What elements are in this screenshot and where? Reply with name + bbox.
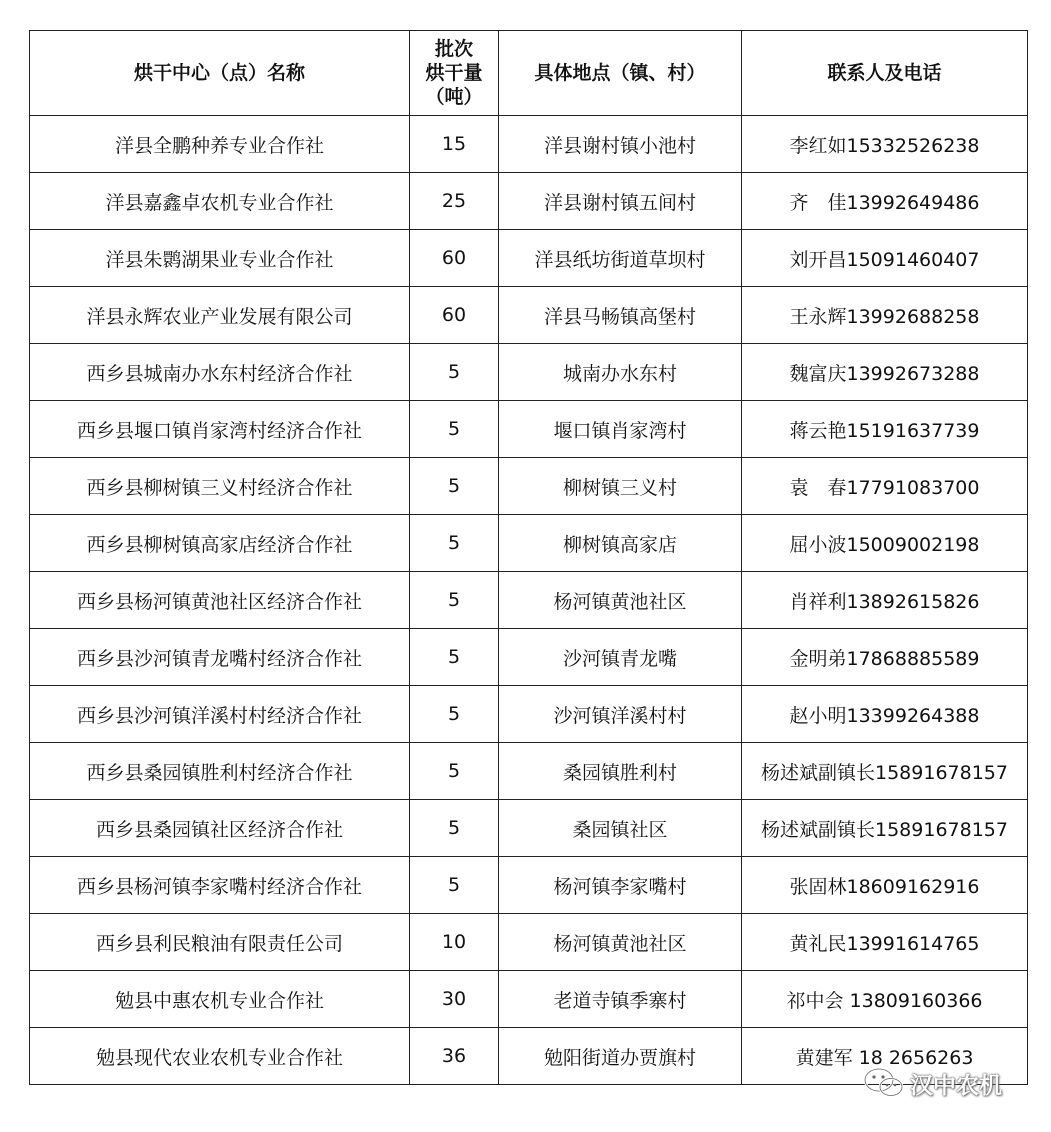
cell-name: 西乡县杨河镇黄池社区经济合作社 — [30, 572, 410, 629]
table-row — [30, 857, 1028, 914]
cell-capacity: 5 — [410, 800, 499, 857]
table-row — [30, 743, 1028, 800]
header-name: 烘干中心（点）名称 — [30, 31, 410, 116]
cell-location: 洋县马畅镇高堡村 — [499, 287, 742, 344]
cell-name: 洋县嘉鑫卓农机专业合作社 — [30, 173, 410, 230]
cell-capacity: 25 — [410, 173, 499, 230]
cell-capacity: 5 — [410, 572, 499, 629]
cell-name: 西乡县桑园镇社区经济合作社 — [30, 800, 410, 857]
drying-center-table — [29, 30, 1028, 1085]
cell-location: 老道寺镇季寨村 — [499, 971, 742, 1028]
cell-name: 西乡县利民粮油有限责任公司 — [30, 914, 410, 971]
cell-contact: 王永辉13992688258 — [742, 287, 1028, 344]
cell-contact: 刘开昌15091460407 — [742, 230, 1028, 287]
watermark — [862, 1063, 1002, 1103]
cell-location: 洋县谢村镇五间村 — [499, 173, 742, 230]
cell-name: 洋县永辉农业产业发展有限公司 — [30, 287, 410, 344]
cell-capacity: 5 — [410, 629, 499, 686]
cell-location: 沙河镇青龙嘴 — [499, 629, 742, 686]
cell-name: 西乡县城南办水东村经济合作社 — [30, 344, 410, 401]
cell-contact: 杨述斌副镇长15891678157 — [742, 743, 1028, 800]
header-location: 具体地点（镇、村） — [499, 31, 742, 116]
cell-location: 城南办水东村 — [499, 344, 742, 401]
table-row — [30, 515, 1028, 572]
cell-capacity: 30 — [410, 971, 499, 1028]
cell-name: 勉县中惠农机专业合作社 — [30, 971, 410, 1028]
cell-location: 杨河镇李家嘴村 — [499, 857, 742, 914]
cell-contact: 黄建军 18 2656263 — [742, 1028, 1028, 1085]
header-capacity-line: 烘干量 — [425, 62, 483, 84]
cell-contact: 张固林18609162916 — [742, 857, 1028, 914]
cell-capacity: 10 — [410, 914, 499, 971]
cell-contact: 肖祥利13892615826 — [742, 572, 1028, 629]
cell-location: 洋县纸坊街道草坝村 — [499, 230, 742, 287]
header-capacity-line: （吨） — [425, 86, 483, 108]
watermark-text: 汉中农机 — [910, 1072, 1002, 1099]
table-row — [30, 116, 1028, 173]
cell-name: 洋县朱鹮湖果业专业合作社 — [30, 230, 410, 287]
table-row — [30, 629, 1028, 686]
cell-location: 柳树镇三义村 — [499, 458, 742, 515]
cell-capacity: 5 — [410, 857, 499, 914]
cell-location: 沙河镇洋溪村村 — [499, 686, 742, 743]
cell-name: 西乡县沙河镇洋溪村村经济合作社 — [30, 686, 410, 743]
cell-contact: 杨述斌副镇长15891678157 — [742, 800, 1028, 857]
table-row — [30, 971, 1028, 1028]
table-row — [30, 914, 1028, 971]
cell-name: 西乡县柳树镇三义村经济合作社 — [30, 458, 410, 515]
table-row — [30, 800, 1028, 857]
cell-contact: 齐 佳13992649486 — [742, 173, 1028, 230]
cell-location: 洋县谢村镇小池村 — [499, 116, 742, 173]
cell-capacity: 5 — [410, 743, 499, 800]
cell-location: 勉阳街道办贾旗村 — [499, 1028, 742, 1085]
cell-capacity: 60 — [410, 230, 499, 287]
cell-capacity: 5 — [410, 344, 499, 401]
cell-capacity: 60 — [410, 287, 499, 344]
table-row — [30, 458, 1028, 515]
cell-name: 勉县现代农业农机专业合作社 — [30, 1028, 410, 1085]
cell-location: 桑园镇胜利村 — [499, 743, 742, 800]
cell-capacity: 5 — [410, 458, 499, 515]
cell-contact: 赵小明13399264388 — [742, 686, 1028, 743]
table-row — [30, 173, 1028, 230]
cell-name: 西乡县堰口镇肖家湾村经济合作社 — [30, 401, 410, 458]
cell-location: 杨河镇黄池社区 — [499, 572, 742, 629]
cell-contact: 屈小波15009002198 — [742, 515, 1028, 572]
cell-contact: 黄礼民13991614765 — [742, 914, 1028, 971]
cell-location: 堰口镇肖家湾村 — [499, 401, 742, 458]
cell-contact: 金明弟17868885589 — [742, 629, 1028, 686]
table-row — [30, 686, 1028, 743]
header-contact: 联系人及电话 — [742, 31, 1028, 116]
header-capacity — [410, 31, 499, 116]
cell-contact: 魏富庆13992673288 — [742, 344, 1028, 401]
cell-location: 柳树镇高家店 — [499, 515, 742, 572]
table-row — [30, 344, 1028, 401]
header-row — [30, 31, 1028, 116]
table-row — [30, 401, 1028, 458]
cell-capacity: 36 — [410, 1028, 499, 1085]
cell-contact: 袁 春17791083700 — [742, 458, 1028, 515]
cell-name: 西乡县沙河镇青龙嘴村经济合作社 — [30, 629, 410, 686]
cell-contact: 祁中会 13809160366 — [742, 971, 1028, 1028]
table-row — [30, 287, 1028, 344]
cell-name: 西乡县桑园镇胜利村经济合作社 — [30, 743, 410, 800]
cell-capacity: 5 — [410, 515, 499, 572]
cell-location: 杨河镇黄池社区 — [499, 914, 742, 971]
cell-contact: 蒋云艳15191637739 — [742, 401, 1028, 458]
table-row — [30, 230, 1028, 287]
cell-capacity: 15 — [410, 116, 499, 173]
cell-name: 洋县全鹏种养专业合作社 — [30, 116, 410, 173]
cell-capacity: 5 — [410, 686, 499, 743]
table-row — [30, 572, 1028, 629]
cell-contact: 李红如15332526238 — [742, 116, 1028, 173]
header-capacity-line: 批次 — [434, 38, 473, 60]
cell-name: 西乡县柳树镇高家店经济合作社 — [30, 515, 410, 572]
cell-capacity: 5 — [410, 401, 499, 458]
cell-name: 西乡县杨河镇李家嘴村经济合作社 — [30, 857, 410, 914]
wechat-logo-icon — [862, 1066, 906, 1100]
cell-location: 桑园镇社区 — [499, 800, 742, 857]
